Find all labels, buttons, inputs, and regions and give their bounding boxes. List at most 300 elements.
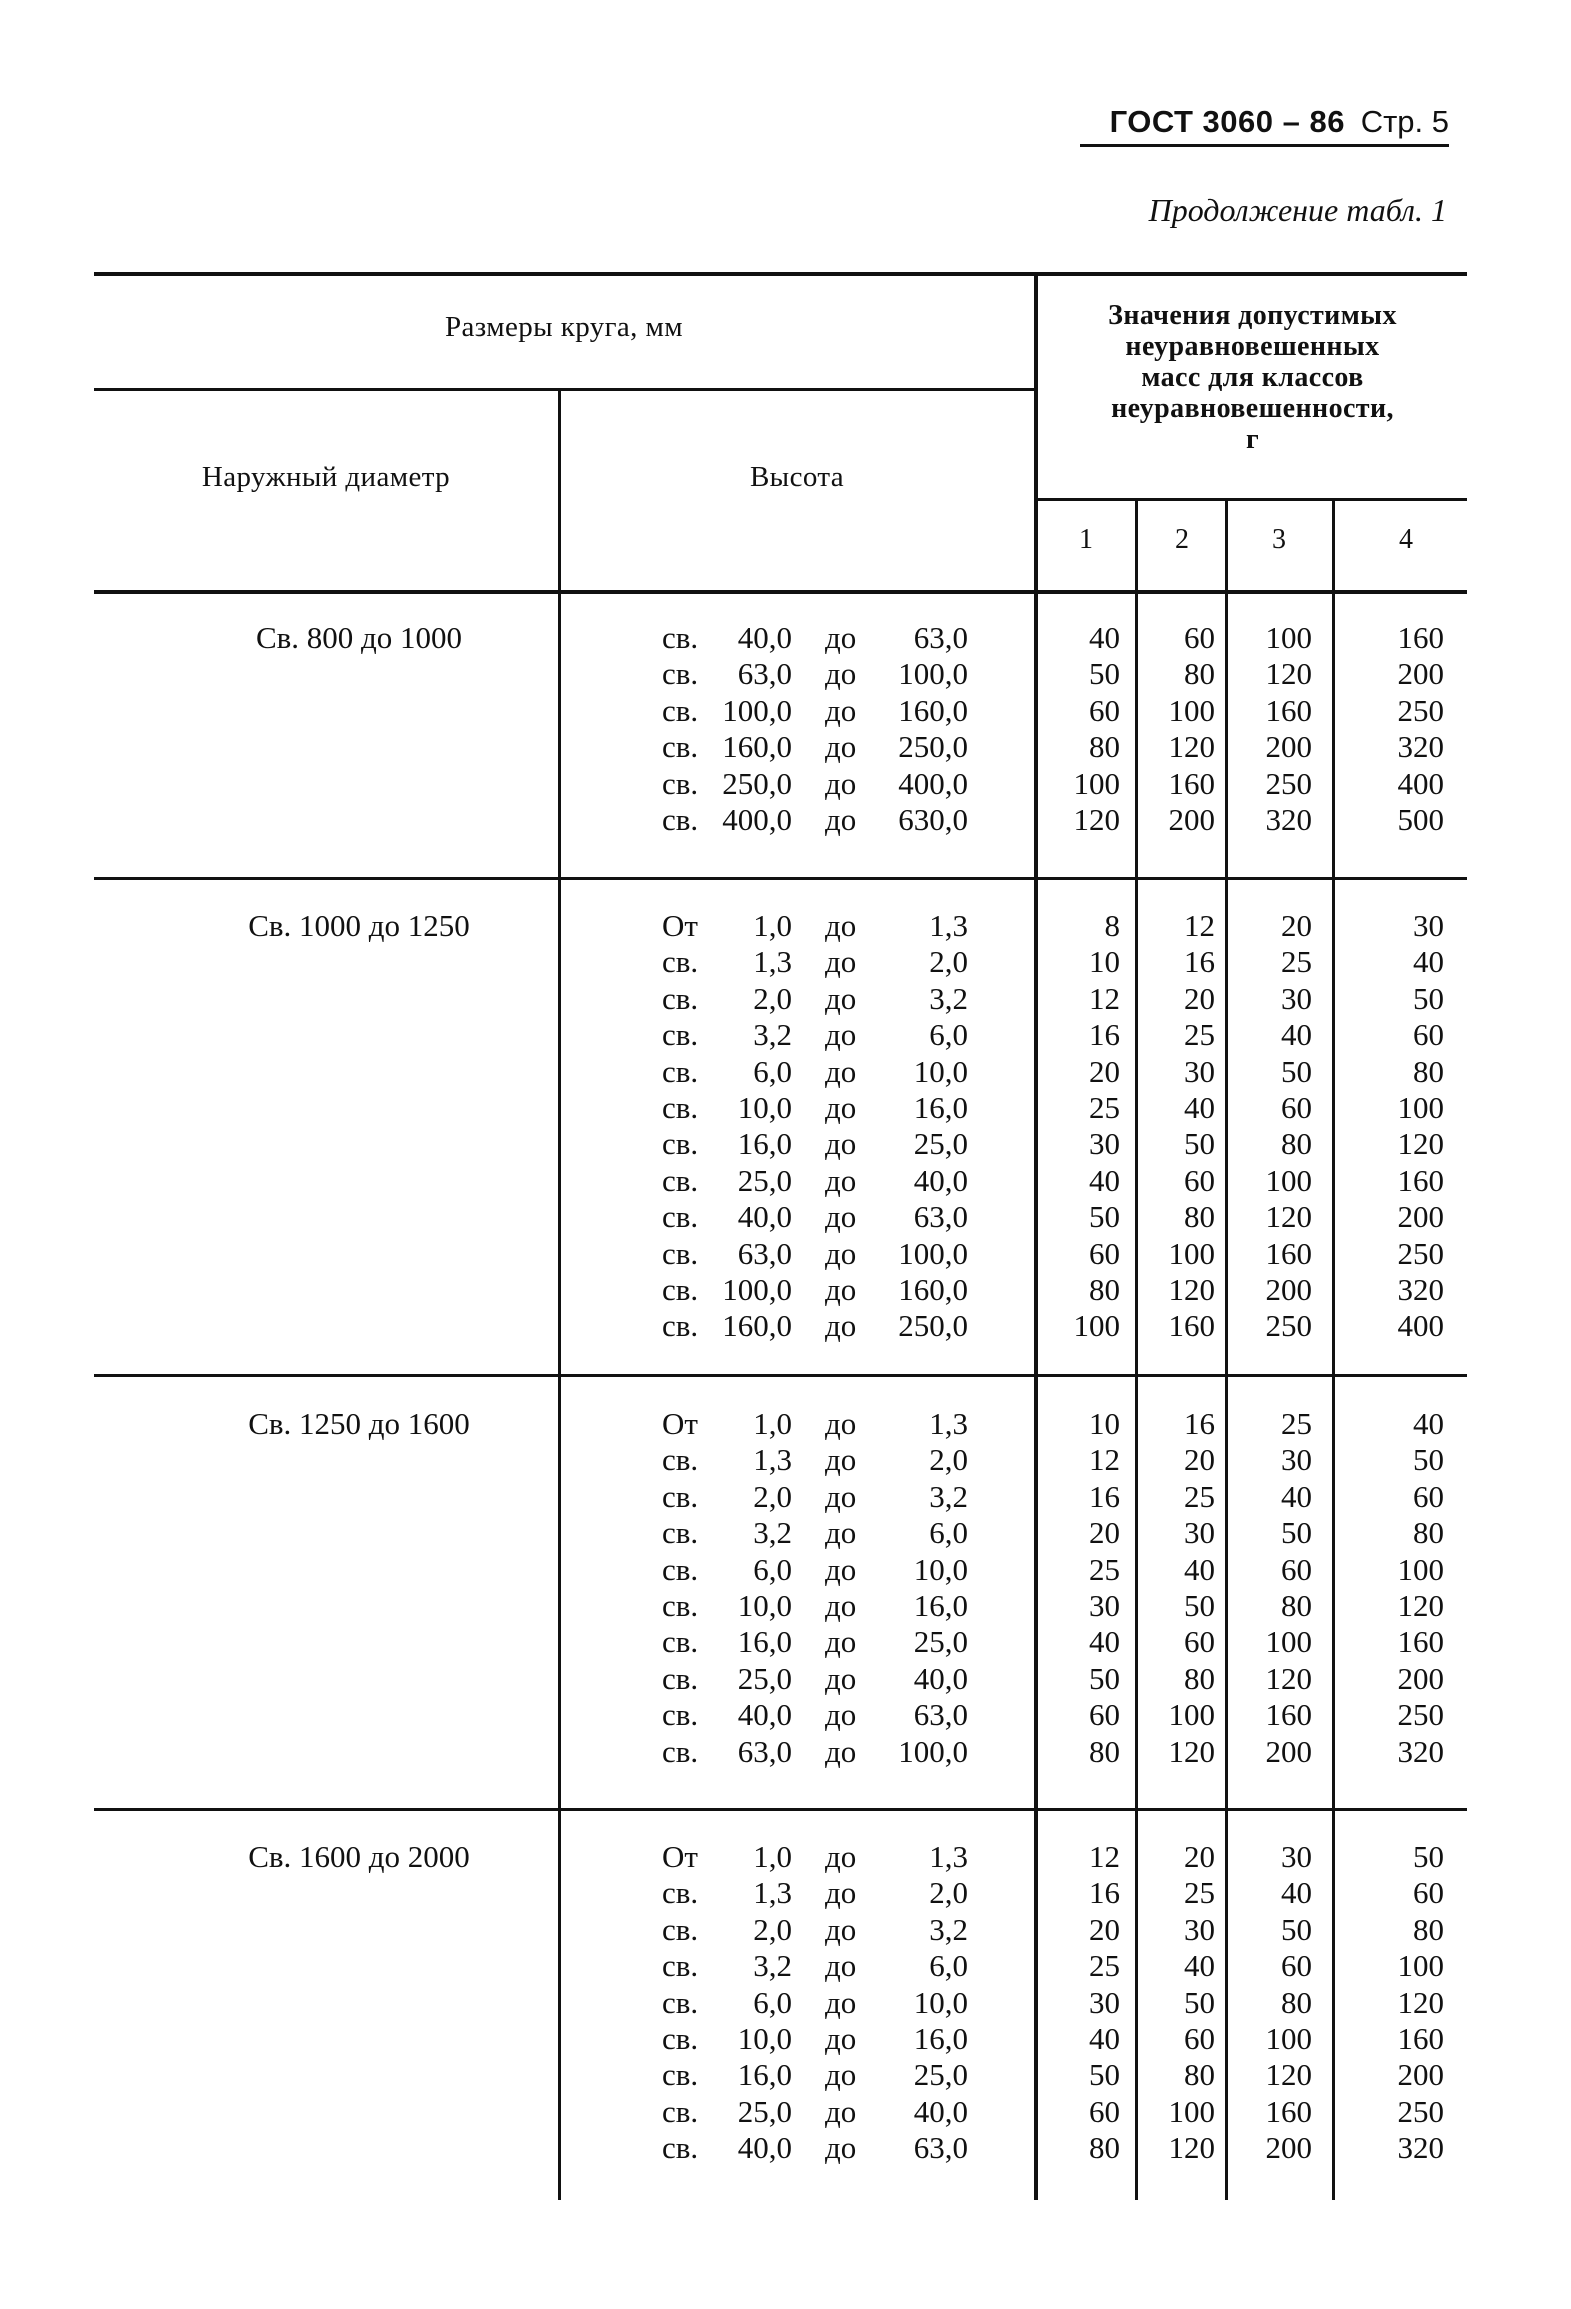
values-header [1038,300,1467,455]
range-to-word: до [825,1199,857,1235]
mass-value: 200 [1265,729,1312,765]
height-range-row [662,2057,968,2093]
mass-value: 200 [1397,1660,1444,1696]
mass-value: 20 [1089,1053,1120,1089]
range-from: 2,0 [753,980,792,1016]
range-from: 10,0 [737,1090,792,1125]
height-range-row [662,1697,968,1733]
mass-value: 30 [1281,1442,1312,1478]
range-to: 25,0 [913,1624,968,1660]
range-to: 40,0 [913,1660,968,1696]
mass-value: 40 [1089,1624,1120,1660]
mass-value: 160 [1265,2093,1312,2129]
mass-value: 160 [1265,1235,1312,1271]
range-to: 160,0 [898,692,968,728]
range-to: 1,3 [929,1406,968,1441]
range-word: От [662,908,698,943]
range-to-word: до [825,1551,857,1587]
mass-value: 40 [1089,1162,1120,1198]
mass-value: 500 [1397,801,1444,837]
range-word: св. [662,980,699,1016]
range-from: 16,0 [737,1624,792,1660]
range-word: св. [662,1162,699,1198]
mass-value: 100 [1168,692,1215,728]
mass-value: 50 [1413,1839,1444,1874]
range-word: св. [662,765,699,801]
table-continuation-label: Продолжение табл. 1 [1148,192,1447,228]
header-bottom-rule [94,590,1467,594]
class-column-divider [1135,500,1138,2200]
outer-diameter-header: Наружный диаметр [201,461,451,493]
mass-value: 25 [1281,944,1312,980]
mass-value: 60 [1089,2093,1120,2129]
mass-value: 100 [1265,1624,1312,1660]
mass-value: 10 [1089,944,1120,980]
mass-value: 16 [1089,1875,1120,1911]
range-word: св. [662,1090,699,1125]
range-to-word: до [825,1478,857,1514]
mass-value: 320 [1397,1271,1444,1307]
height-range-row [662,1479,968,1515]
mass-value: 50 [1184,1984,1215,2020]
range-to: 1,3 [929,908,968,943]
height-range-row [662,802,968,838]
range-to-word: до [825,1406,857,1441]
height-range-row [662,2130,968,2166]
mass-value: 160 [1168,765,1215,801]
range-to: 100,0 [898,1235,968,1271]
mass-value: 80 [1089,1733,1120,1769]
mass-value: 100 [1397,1089,1444,1125]
range-to-word: до [825,765,857,801]
header-underline [1080,144,1449,147]
mass-value: 40 [1184,1089,1215,1125]
mass-value: 30 [1089,1587,1120,1623]
mass-value: 160 [1397,2020,1444,2056]
sizes-group-header: Размеры круга, мм [445,311,683,343]
range-to: 63,0 [913,2130,968,2166]
mass-value: 160 [1168,1308,1215,1344]
range-from: 1,0 [753,908,792,943]
range-word: св. [662,1660,699,1696]
mass-value: 80 [1089,1271,1120,1307]
mass-value: 25 [1281,1406,1312,1441]
mass-value: 100 [1168,1697,1215,1733]
mass-value: 50 [1281,1515,1312,1551]
mass-value: 100 [1265,1162,1312,1198]
range-word: св. [662,1053,699,1089]
mass-value: 80 [1184,1660,1215,1696]
height-range-row [662,1126,968,1162]
range-from: 1,3 [753,1442,792,1478]
mass-value: 40 [1281,1478,1312,1514]
mass-value: 12 [1184,908,1215,943]
range-from: 6,0 [753,1053,792,1089]
mass-value: 250 [1265,1308,1312,1344]
range-word: св. [662,1272,699,1307]
values-header-line: неуравновешенности, [1111,393,1394,424]
mass-value: 20 [1184,1839,1215,1874]
range-from: 6,0 [753,1551,792,1587]
mass-value: 12 [1089,1442,1120,1478]
range-to-word: до [825,1911,857,1947]
range-to-word: до [825,2021,857,2056]
range-to: 2,0 [929,944,968,980]
mass-value: 120 [1397,1126,1444,1162]
mass-value: 100 [1073,765,1120,801]
range-to-word: до [825,729,857,765]
mass-value: 20 [1184,980,1215,1016]
mass-value: 120 [1265,1660,1312,1696]
range-to-word: до [825,2130,857,2166]
range-to-word: до [825,1272,857,1307]
range-to: 16,0 [913,2021,968,2056]
height-range-row [662,1588,968,1624]
range-word: св. [662,1126,699,1162]
mass-value: 80 [1184,2057,1215,2093]
range-to-word: до [825,1697,857,1733]
range-to: 40,0 [913,1162,968,1198]
range-to: 63,0 [913,620,968,655]
mass-value: 250 [1397,1697,1444,1733]
range-word: св. [662,1624,699,1660]
height-range-row [662,2021,968,2057]
range-word: св. [662,1442,699,1478]
mass-value: 50 [1089,1660,1120,1696]
mass-value: 40 [1413,1406,1444,1441]
class-column-divider [1225,500,1228,2200]
range-from: 400,0 [722,802,792,837]
mass-value: 80 [1281,1587,1312,1623]
height-range-row [662,944,968,980]
range-to-word: до [825,1017,857,1053]
mass-value: 50 [1413,1442,1444,1478]
mass-value: 100 [1265,2020,1312,2056]
mass-value: 200 [1168,801,1215,837]
mass-value: 100 [1168,1235,1215,1271]
mass-value: 25 [1184,1017,1215,1053]
range-to-word: до [825,1126,857,1162]
class-values-column [1344,620,1444,838]
mass-value: 60 [1184,620,1215,655]
mass-value: 25 [1184,1875,1215,1911]
height-range-row [662,1515,968,1551]
values-header-line: Значения допустимых [1108,300,1397,331]
range-to-word: до [825,1875,857,1911]
range-to-word: до [825,1515,857,1551]
mass-value: 400 [1397,765,1444,801]
range-from: 100,0 [722,1272,792,1307]
mass-value: 60 [1281,1551,1312,1587]
range-to: 63,0 [913,1199,968,1235]
mass-value: 250 [1265,765,1312,801]
height-range-row [662,1308,968,1344]
height-range-row [662,1199,968,1235]
height-range-row [662,981,968,1017]
mass-value: 80 [1281,1126,1312,1162]
mass-value: 60 [1184,2020,1215,2056]
mass-value: 60 [1413,1478,1444,1514]
class-values-column [1020,620,1120,838]
range-to: 100,0 [898,1733,968,1769]
range-word: св. [662,1875,699,1911]
range-to-word: до [825,2057,857,2093]
mass-value: 120 [1168,729,1215,765]
group-separator-rule [94,877,1467,880]
unbalance-table [94,272,1467,2200]
mass-value: 20 [1281,908,1312,943]
outer-diameter-cell: Св. 1000 до 1250 [248,908,470,943]
mass-value: 160 [1397,1162,1444,1198]
range-to: 25,0 [913,1126,968,1162]
range-word: св. [662,1697,699,1733]
range-from: 3,2 [753,1017,792,1053]
range-word: св. [662,1515,699,1551]
mass-value: 120 [1168,2130,1215,2166]
range-from: 63,0 [737,1235,792,1271]
range-from: 63,0 [737,656,792,692]
height-range-row [662,1406,968,1442]
range-to: 6,0 [929,1515,968,1551]
range-from: 10,0 [737,1588,792,1623]
height-range-row [662,1839,968,1875]
values-header-line: масс для классов [1141,362,1364,393]
mass-value: 200 [1265,1733,1312,1769]
mass-value: 25 [1089,1551,1120,1587]
range-to-word: до [825,1733,857,1769]
range-to: 10,0 [913,1053,968,1089]
range-word: От [662,1839,698,1874]
range-word: св. [662,1911,699,1947]
page-number: Стр. 5 [1360,104,1449,139]
range-to-word: до [825,944,857,980]
height-range-row [662,1017,968,1053]
class-values-column [1020,1406,1120,1770]
range-to: 2,0 [929,1442,968,1478]
mass-value: 50 [1281,1911,1312,1947]
height-range-row [662,908,968,944]
range-to: 160,0 [898,1272,968,1307]
class-values-column [1344,1839,1444,2167]
mass-value: 8 [1104,908,1120,943]
range-word: св. [662,1948,699,1984]
height-range-row [662,1912,968,1948]
range-to-word: до [825,1090,857,1125]
class-column-divider [1332,500,1335,2200]
range-from: 1,0 [753,1406,792,1441]
mass-value: 30 [1089,1984,1120,2020]
range-to-word: до [825,1839,857,1874]
mass-value: 20 [1089,1911,1120,1947]
mass-value: 160 [1397,620,1444,655]
range-from: 2,0 [753,1911,792,1947]
range-to-word: до [825,1053,857,1089]
mass-value: 30 [1184,1911,1215,1947]
range-to: 3,2 [929,1911,968,1947]
mass-value: 30 [1089,1126,1120,1162]
range-to: 6,0 [929,1948,968,1984]
mass-value: 40 [1184,1551,1215,1587]
range-to: 10,0 [913,1984,968,2020]
range-to: 3,2 [929,1478,968,1514]
range-word: св. [662,2057,699,2093]
mass-value: 16 [1089,1478,1120,1514]
mass-value: 16 [1184,944,1215,980]
mass-value: 250 [1397,2093,1444,2129]
mass-value: 120 [1073,801,1120,837]
diameter-height-divider [558,390,561,2200]
range-word: св. [662,692,699,728]
range-to-word: до [825,692,857,728]
mass-value: 50 [1089,1199,1120,1235]
mass-value: 80 [1184,656,1215,692]
class-values-column [1344,908,1444,1345]
class-values-column [1115,1839,1215,2167]
mass-value: 160 [1265,1697,1312,1733]
class-number: 4 [1399,524,1413,555]
height-range-row [662,1054,968,1090]
mass-value: 50 [1184,1126,1215,1162]
mass-value: 12 [1089,1839,1120,1874]
range-word: св. [662,1235,699,1271]
class-number: 3 [1272,524,1286,555]
range-to-word: до [825,656,857,692]
range-from: 2,0 [753,1478,792,1514]
range-word: св. [662,802,699,837]
mass-value: 250 [1397,1235,1444,1271]
mass-value: 16 [1184,1406,1215,1441]
range-to: 100,0 [898,656,968,692]
mass-value: 120 [1265,656,1312,692]
mass-value: 50 [1089,656,1120,692]
mass-value: 20 [1089,1515,1120,1551]
height-range-row [662,1552,968,1588]
height-range-row [662,620,968,656]
class-values-column [1020,908,1120,1345]
mass-value: 80 [1089,2130,1120,2166]
range-word: св. [662,2130,699,2166]
range-from: 160,0 [722,729,792,765]
class-values-column [1115,1406,1215,1770]
mass-value: 320 [1397,1733,1444,1769]
range-from: 250,0 [722,765,792,801]
mass-value: 320 [1397,729,1444,765]
range-to-word: до [825,980,857,1016]
height-range-row [662,1624,968,1660]
class-values-column [1115,908,1215,1345]
mass-value: 80 [1413,1515,1444,1551]
mass-value: 60 [1089,1697,1120,1733]
mass-value: 60 [1184,1162,1215,1198]
mass-value: 40 [1089,2020,1120,2056]
range-to: 630,0 [898,802,968,837]
class-number: 1 [1079,524,1093,555]
height-range-row [662,656,968,692]
mass-value: 120 [1397,1587,1444,1623]
mass-value: 40 [1281,1875,1312,1911]
mass-value: 60 [1184,1624,1215,1660]
range-to: 63,0 [913,1697,968,1733]
class-numbers-rule [1036,498,1467,501]
height-range-row [662,1661,968,1697]
range-from: 100,0 [722,692,792,728]
mass-value: 200 [1265,1271,1312,1307]
height-range-row [662,1236,968,1272]
group-separator-rule [94,1808,1467,1811]
mass-value: 30 [1281,1839,1312,1874]
mass-value: 80 [1089,729,1120,765]
mass-value: 60 [1413,1875,1444,1911]
range-to-word: до [825,1660,857,1696]
range-to-word: до [825,1442,857,1478]
range-to: 16,0 [913,1090,968,1125]
mass-value: 120 [1397,1984,1444,2020]
range-word: св. [662,944,699,980]
range-word: св. [662,2093,699,2129]
outer-diameter-cell: Св. 800 до 1000 [255,620,463,655]
mass-value: 320 [1265,801,1312,837]
range-from: 40,0 [737,1199,792,1235]
range-to: 3,2 [929,980,968,1016]
class-values-column [1115,620,1215,838]
mass-value: 120 [1168,1271,1215,1307]
table-top-rule [94,272,1467,276]
mass-value: 60 [1413,1017,1444,1053]
height-range-row [662,1272,968,1308]
height-range-row [662,2094,968,2130]
mass-value: 40 [1184,1948,1215,1984]
range-word: св. [662,1308,699,1344]
mass-value: 30 [1413,908,1444,943]
values-header-line: г [1245,424,1260,455]
range-from: 1,3 [753,1875,792,1911]
mass-value: 100 [1168,2093,1215,2129]
mass-value: 12 [1089,980,1120,1016]
mass-value: 60 [1089,1235,1120,1271]
mass-value: 30 [1184,1515,1215,1551]
values-header-line: неуравновешенных [1125,331,1380,362]
mass-value: 50 [1184,1587,1215,1623]
range-word: св. [662,1478,699,1514]
range-word: св. [662,1551,699,1587]
mass-value: 40 [1281,1017,1312,1053]
mass-value: 25 [1089,1948,1120,1984]
height-range-row [662,1442,968,1478]
mass-value: 400 [1397,1308,1444,1344]
mass-value: 25 [1089,1089,1120,1125]
mass-value: 200 [1397,2057,1444,2093]
range-to-word: до [825,2093,857,2129]
height-range-row [662,1985,968,2021]
mass-value: 80 [1281,1984,1312,2020]
range-to: 1,3 [929,1839,968,1874]
class-number: 2 [1175,524,1189,555]
mass-value: 30 [1281,980,1312,1016]
mass-value: 100 [1397,1551,1444,1587]
range-from: 16,0 [737,1126,792,1162]
mass-value: 25 [1184,1478,1215,1514]
mass-value: 40 [1089,620,1120,655]
mass-value: 120 [1265,2057,1312,2093]
range-word: св. [662,1984,699,2020]
mass-value: 200 [1265,2130,1312,2166]
mass-value: 60 [1089,692,1120,728]
mass-value: 250 [1397,692,1444,728]
range-to-word: до [825,1984,857,2020]
class-values-column [1020,1839,1120,2167]
range-word: св. [662,1199,699,1235]
mass-value: 120 [1168,1733,1215,1769]
